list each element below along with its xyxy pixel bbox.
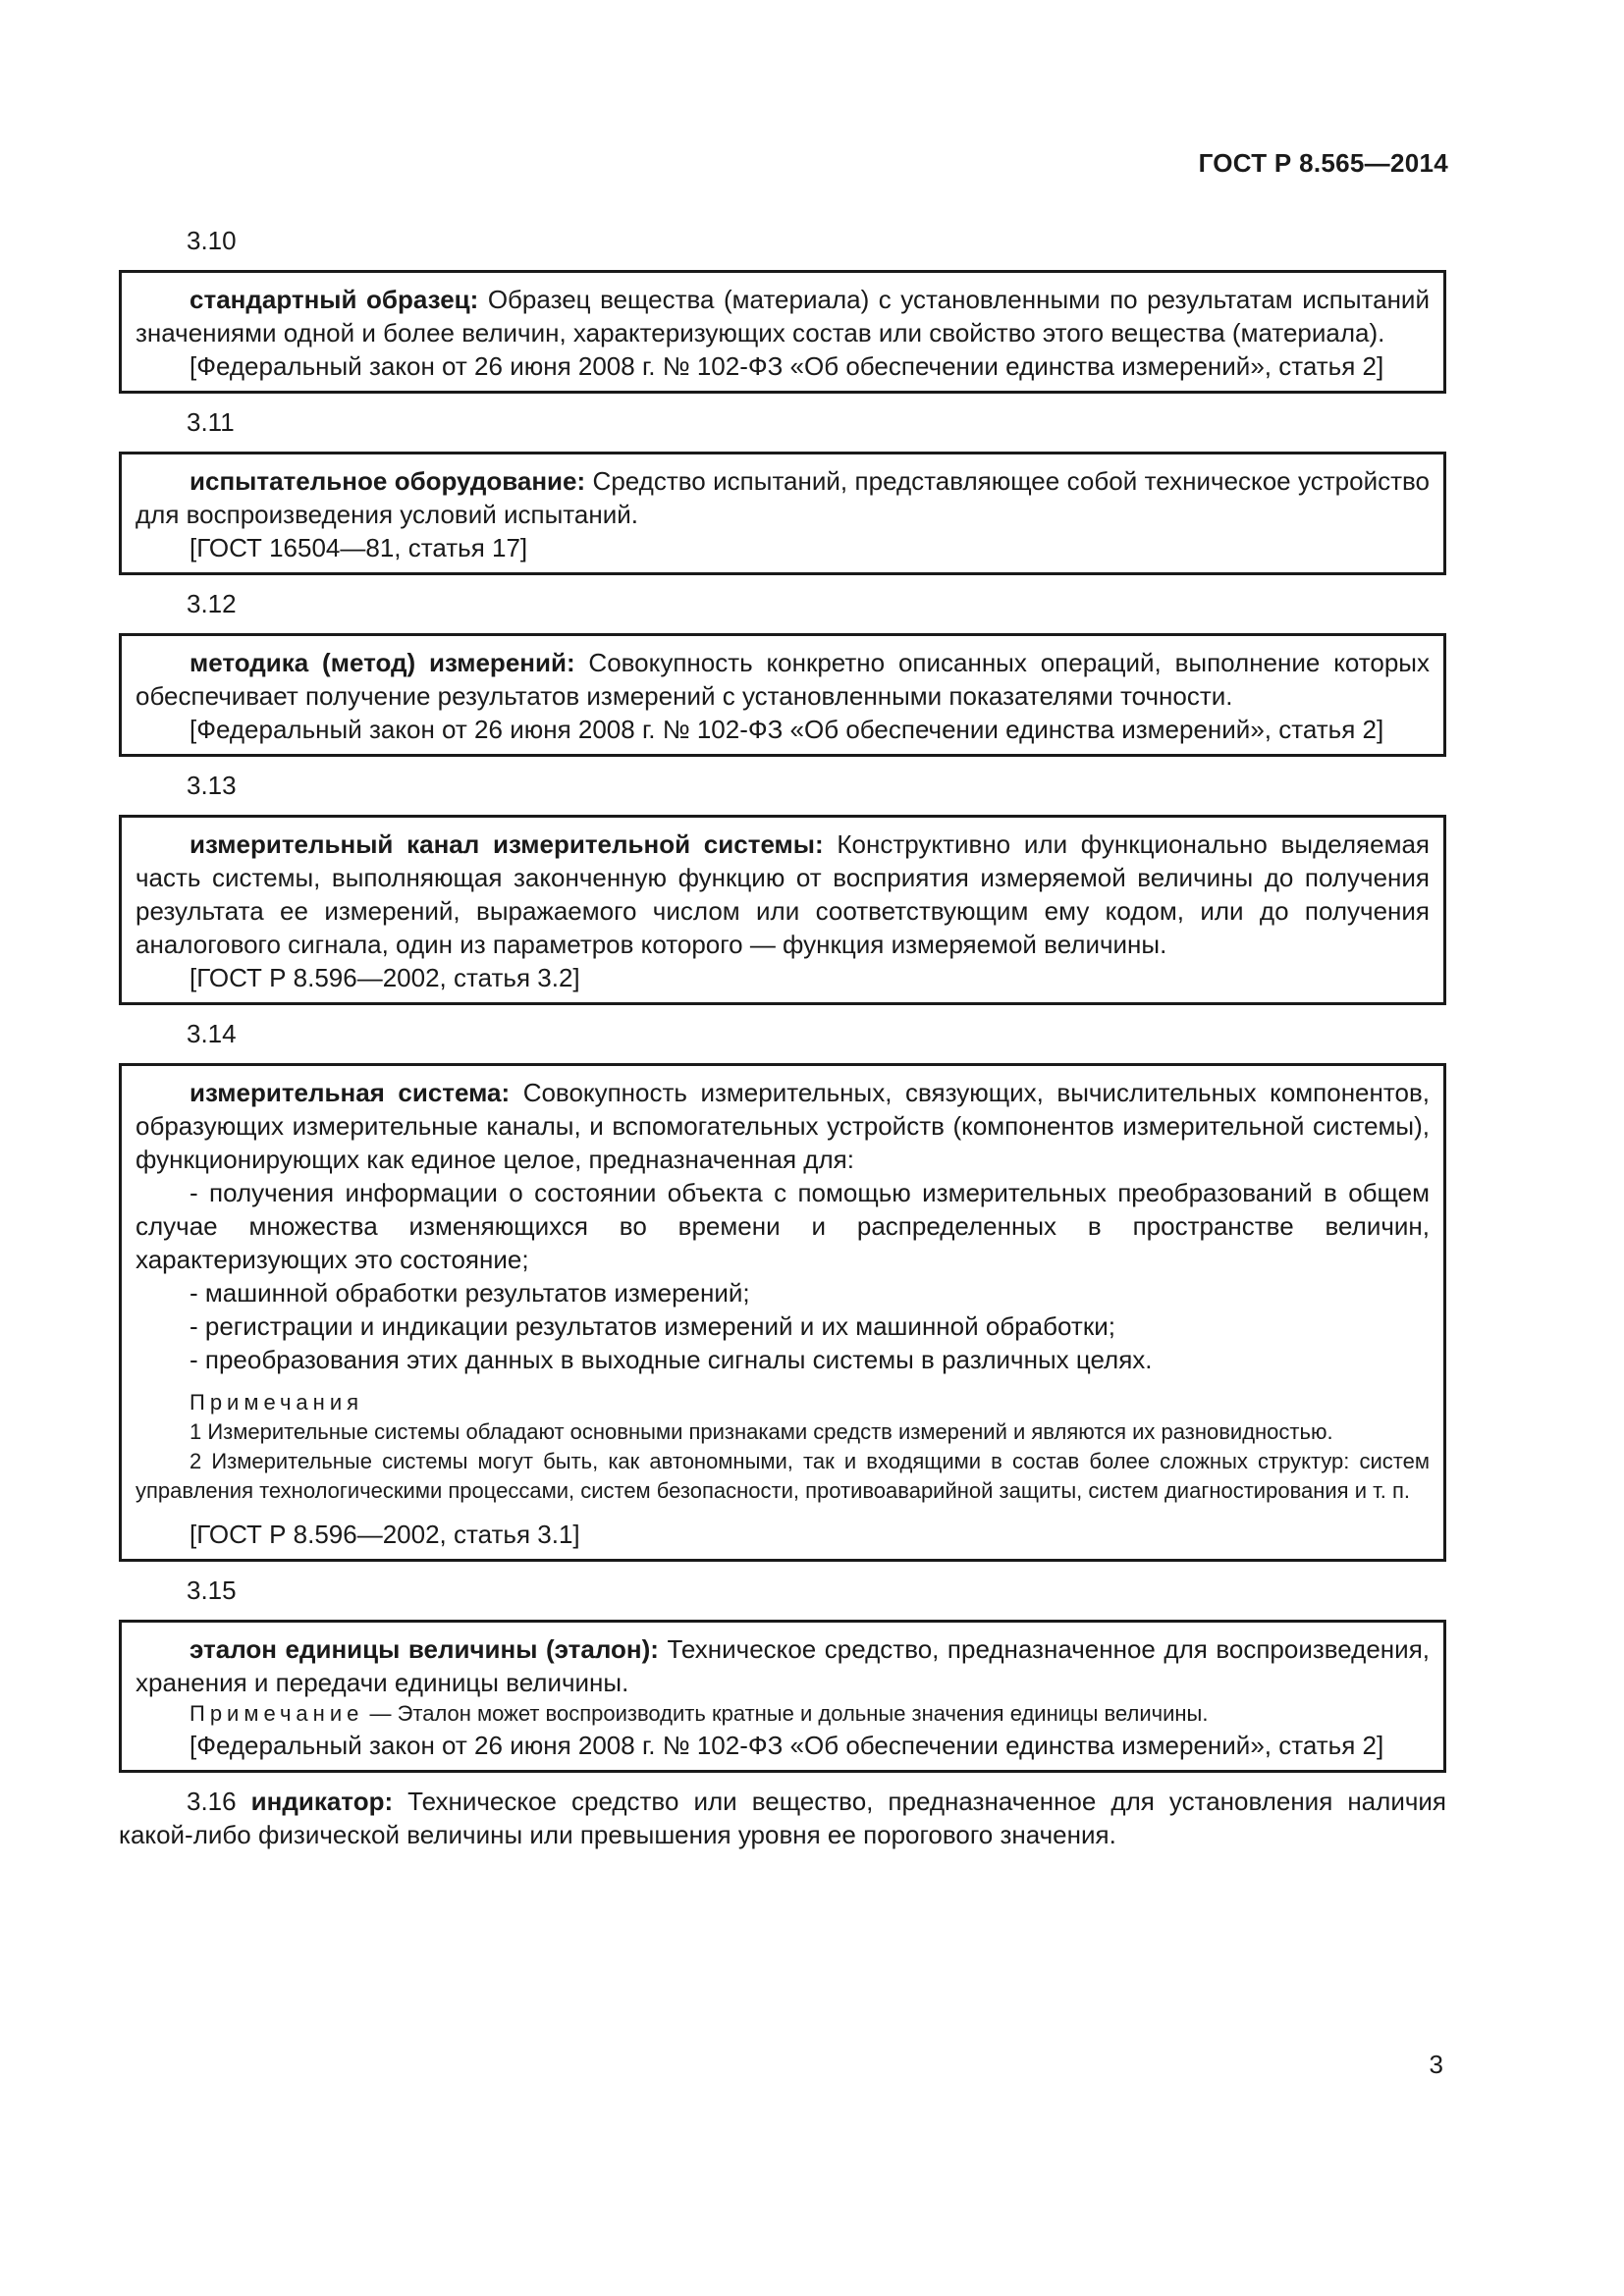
- definition-text: [119, 1785, 1446, 1851]
- source-reference: [Федеральный закон от 26 июня 2008 г. № 102-ФЗ «Об обеспечении единства измерений», статья 2]: [189, 715, 1384, 744]
- notes-title: Примечания: [189, 1390, 364, 1415]
- entry-number: 3.11: [187, 407, 235, 437]
- definition-box: [119, 452, 1446, 575]
- list-item: - получения информации о состоянии объекта с помощью измерительных преобразований в общем случае множества изменяющихся во времени и распределенных в пространстве величин, характеризующих это состояние;: [135, 1178, 1430, 1274]
- definition-box: [119, 1620, 1446, 1773]
- list-item: - машинной обработки результатов измерений;: [189, 1278, 750, 1308]
- definition-text: [135, 1632, 1430, 1699]
- note-text: — Эталон может воспроизводить кратные и дольные значения единицы величины.: [363, 1701, 1209, 1726]
- term: измерительный канал измерительной системы:: [189, 829, 824, 859]
- list-item: - преобразования этих данных в выходные сигналы системы в различных целях.: [189, 1345, 1153, 1374]
- definition-text: [135, 283, 1430, 349]
- source-reference: [ГОСТ Р 8.596—2002, статья 3.2]: [189, 963, 580, 992]
- definition: Техническое средство, предназначенное для воспроизведения, хранения и передачи единицы величины.: [135, 1634, 1430, 1697]
- definition: Образец вещества (материала) с установленными по результатам испытаний значениями одной и более величин, характеризующих состав или свойство этого вещества (материала).: [135, 285, 1430, 347]
- note: [135, 1699, 1430, 1729]
- source-reference: [ГОСТ Р 8.596—2002, статья 3.1]: [189, 1520, 580, 1549]
- definition-text: [135, 646, 1430, 713]
- note-item: 2 Измерительные системы могут быть, как автономными, так и входящими в состав более сложных структур: систем управления технологическими процессами, систем безопасности, противоаварийной защиты, систем диагностирования и т. п.: [135, 1449, 1430, 1503]
- source-reference: [Федеральный закон от 26 июня 2008 г. № 102-ФЗ «Об обеспечении единства измерений», статья 2]: [189, 351, 1384, 381]
- definition-text: [135, 828, 1430, 961]
- definition-box: [119, 815, 1446, 1005]
- entry-number: 3.13: [187, 771, 237, 800]
- term: индикатор:: [250, 1787, 394, 1816]
- entry-number: 3.14: [187, 1019, 237, 1048]
- definition-text: [135, 1076, 1430, 1176]
- entry-number: 3.10: [187, 226, 237, 255]
- source-reference: [ГОСТ 16504—81, статья 17]: [189, 533, 528, 562]
- source-reference: [Федеральный закон от 26 июня 2008 г. № 102-ФЗ «Об обеспечении единства измерений», статья 2]: [189, 1731, 1384, 1760]
- definition: Совокупность конкретно описанных операций, выполнение которых обеспечивает получение результатов измерений с установленными показателями точности.: [135, 648, 1430, 711]
- definition: Совокупность измерительных, связующих, вычислительных компонентов, образующих измерительные каналы, и вспомогательных устройств (компонентов измерительной системы), функционирующих как единое целое, предназначенная для:: [135, 1078, 1430, 1174]
- term: методика (метод) измерений:: [189, 648, 575, 677]
- page-number: 3: [1429, 2050, 1443, 2079]
- note-item: 1 Измерительные системы обладают основными признаками средств измерений и являются их разновидностью.: [189, 1419, 1333, 1444]
- notes-block: [135, 1388, 1430, 1506]
- entry-number: 3.12: [187, 589, 237, 618]
- list-item: - регистрации и индикации результатов измерений и их машинной обработки;: [189, 1311, 1115, 1341]
- term: стандартный образец:: [189, 285, 479, 314]
- term: испытательное оборудование:: [189, 466, 586, 496]
- definition: Техническое средство или вещество, предназначенное для установления наличия какой-либо физической величины или превышения уровня ее порогового значения.: [119, 1787, 1446, 1849]
- definition: Средство испытаний, представляющее собой техническое устройство для воспроизведения условий испытаний.: [135, 466, 1430, 529]
- document-header: ГОСТ Р 8.565—2014: [1198, 148, 1448, 178]
- entry-number: 3.16: [187, 1787, 237, 1816]
- definition-box: [119, 1063, 1446, 1562]
- terms-section: [119, 224, 1446, 1877]
- definition-text: [135, 464, 1430, 531]
- note-label: Примечание: [189, 1701, 364, 1726]
- definition-box: [119, 270, 1446, 394]
- definition-box: [119, 633, 1446, 757]
- term: измерительная система:: [189, 1078, 511, 1107]
- term: эталон единицы величины (эталон):: [189, 1634, 659, 1664]
- entry-number: 3.15: [187, 1575, 237, 1605]
- definition: Конструктивно или функционально выделяемая часть системы, выполняющая законченную функцию от восприятия измеряемой величины до получения результата ее измерений, выражаемого числом или соответствующим ему кодом, или до получения аналогового сигнала, один из параметров которого — функция измеряемой величины.: [135, 829, 1430, 959]
